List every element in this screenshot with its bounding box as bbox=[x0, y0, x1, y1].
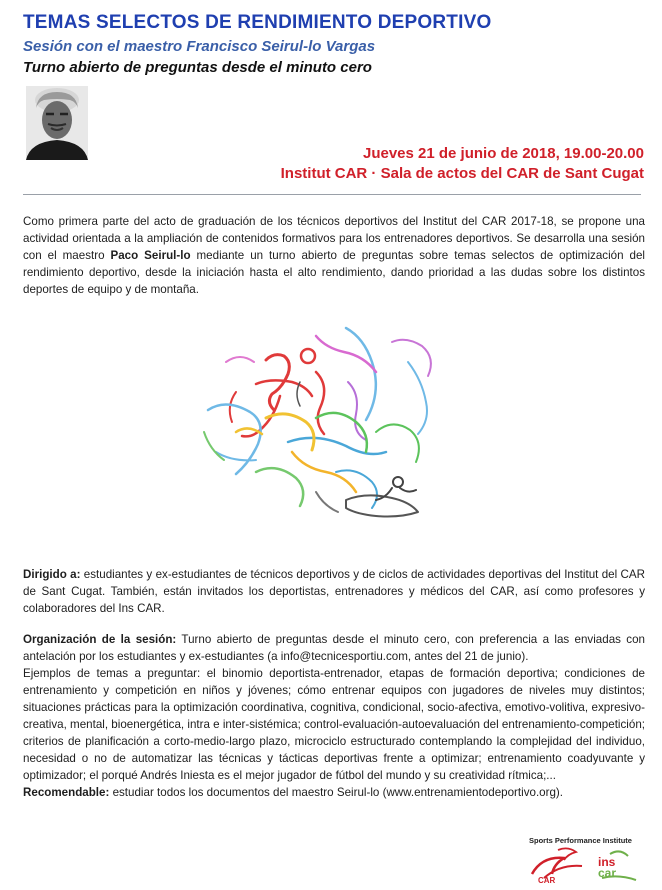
audience-text: estudiantes y ex-estudiantes de técnicos deportivos y de ciclos de actividades deportivas del Institut del CAR de Sant Cugat. También, están invitados los deportistas, entrenadores y médicos del CAR, así como profesores y colaboradores del Ins CAR. bbox=[23, 568, 645, 615]
recommendation-text: estudiar todos los documentos del maestro Seirul-lo (www.entrenamientodeportivo.org). bbox=[109, 786, 564, 799]
speaker-name: Paco Seirul-lo bbox=[110, 249, 191, 262]
sports-figures-illustration bbox=[196, 322, 448, 530]
logo-car-text: CAR bbox=[538, 876, 556, 885]
organization-label: Organización de la sesión: bbox=[23, 633, 177, 646]
audience-label: Dirigido a: bbox=[23, 568, 81, 581]
recommendation-label: Recomendable: bbox=[23, 786, 110, 799]
document-title: TEMAS SELECTOS DE RENDIMIENTO DEPORTIVO bbox=[23, 12, 492, 33]
intro-text-1: Como primera parte del acto de graduación de los técnicos deportivos del Institut del CAR 2017-18, se propone una actividad orientada a la ampliación de contenidos formativos para los entrenadores deportivos. Se desarrolla una sesión con el maestro bbox=[23, 215, 645, 262]
speaker-portrait-image bbox=[26, 86, 88, 160]
logo-car-right-text: car bbox=[598, 866, 617, 880]
document-tagline: Turno abierto de preguntas desde el minuto cero bbox=[23, 59, 372, 76]
event-place: Institut CAR · Sala de actos del CAR de Sant Cugat bbox=[280, 165, 644, 182]
topic-examples-text: Ejemplos de temas a preguntar: el binomio deportista-entrenador, etapas de formación deportiva; condiciones de entrenamiento y competición en niños y jóvenes; cómo entrenar equipos con jugadores de niveles muy distintos; situaciones prácticas para la optimización coordinativa, cognitiva, condicional, socio-afectiva, emotivo-volitiva, expresivo-creativa, mental, bioenergética, intra e inter-sistémica; control-evaluación-autoevaluación del entrenamiento-competición; criterios de planificación a corto-medio-largo plazo, microciclo estructurado contemplando la complejidad del individuo, necesidad o no de automatizar las técnicas y tácticas deportivas frente a optimizar; entrenamiento coadyuvante y optimizador; el porqué Andrés Iniesta es el mejor jugador de fútbol del mundo y su creatividad rítmica;... bbox=[23, 667, 645, 782]
logo-caption: Sports Performance Institute bbox=[529, 836, 632, 845]
speaker-photo bbox=[26, 86, 88, 160]
audience-paragraph bbox=[23, 566, 645, 617]
intro-paragraph bbox=[23, 213, 645, 298]
event-date: Jueves 21 de junio de 2018, 19.00-20.00 bbox=[362, 145, 644, 162]
intro-text-2: mediante un turno abierto de preguntas sobre temas selectos de optimización del rendimiento deportivo, desde la iniciación hasta el alto rendimiento, dando prioridad a las dudas sobre los distintos deportes de equipo y de montaña. bbox=[23, 249, 645, 296]
organization-section bbox=[23, 631, 645, 801]
logo-ins-text: ins bbox=[598, 855, 616, 869]
header-divider bbox=[23, 194, 641, 195]
organization-text: Turno abierto de preguntas desde el minuto cero, con preferencia a las enviadas con antelación por los estudiantes y ex-estudiantes (a info@tecnicesportiu.com, antes del 21 de junio). bbox=[23, 633, 645, 663]
document-subtitle: Sesión con el maestro Francisco Seirul-lo Vargas bbox=[23, 38, 376, 55]
